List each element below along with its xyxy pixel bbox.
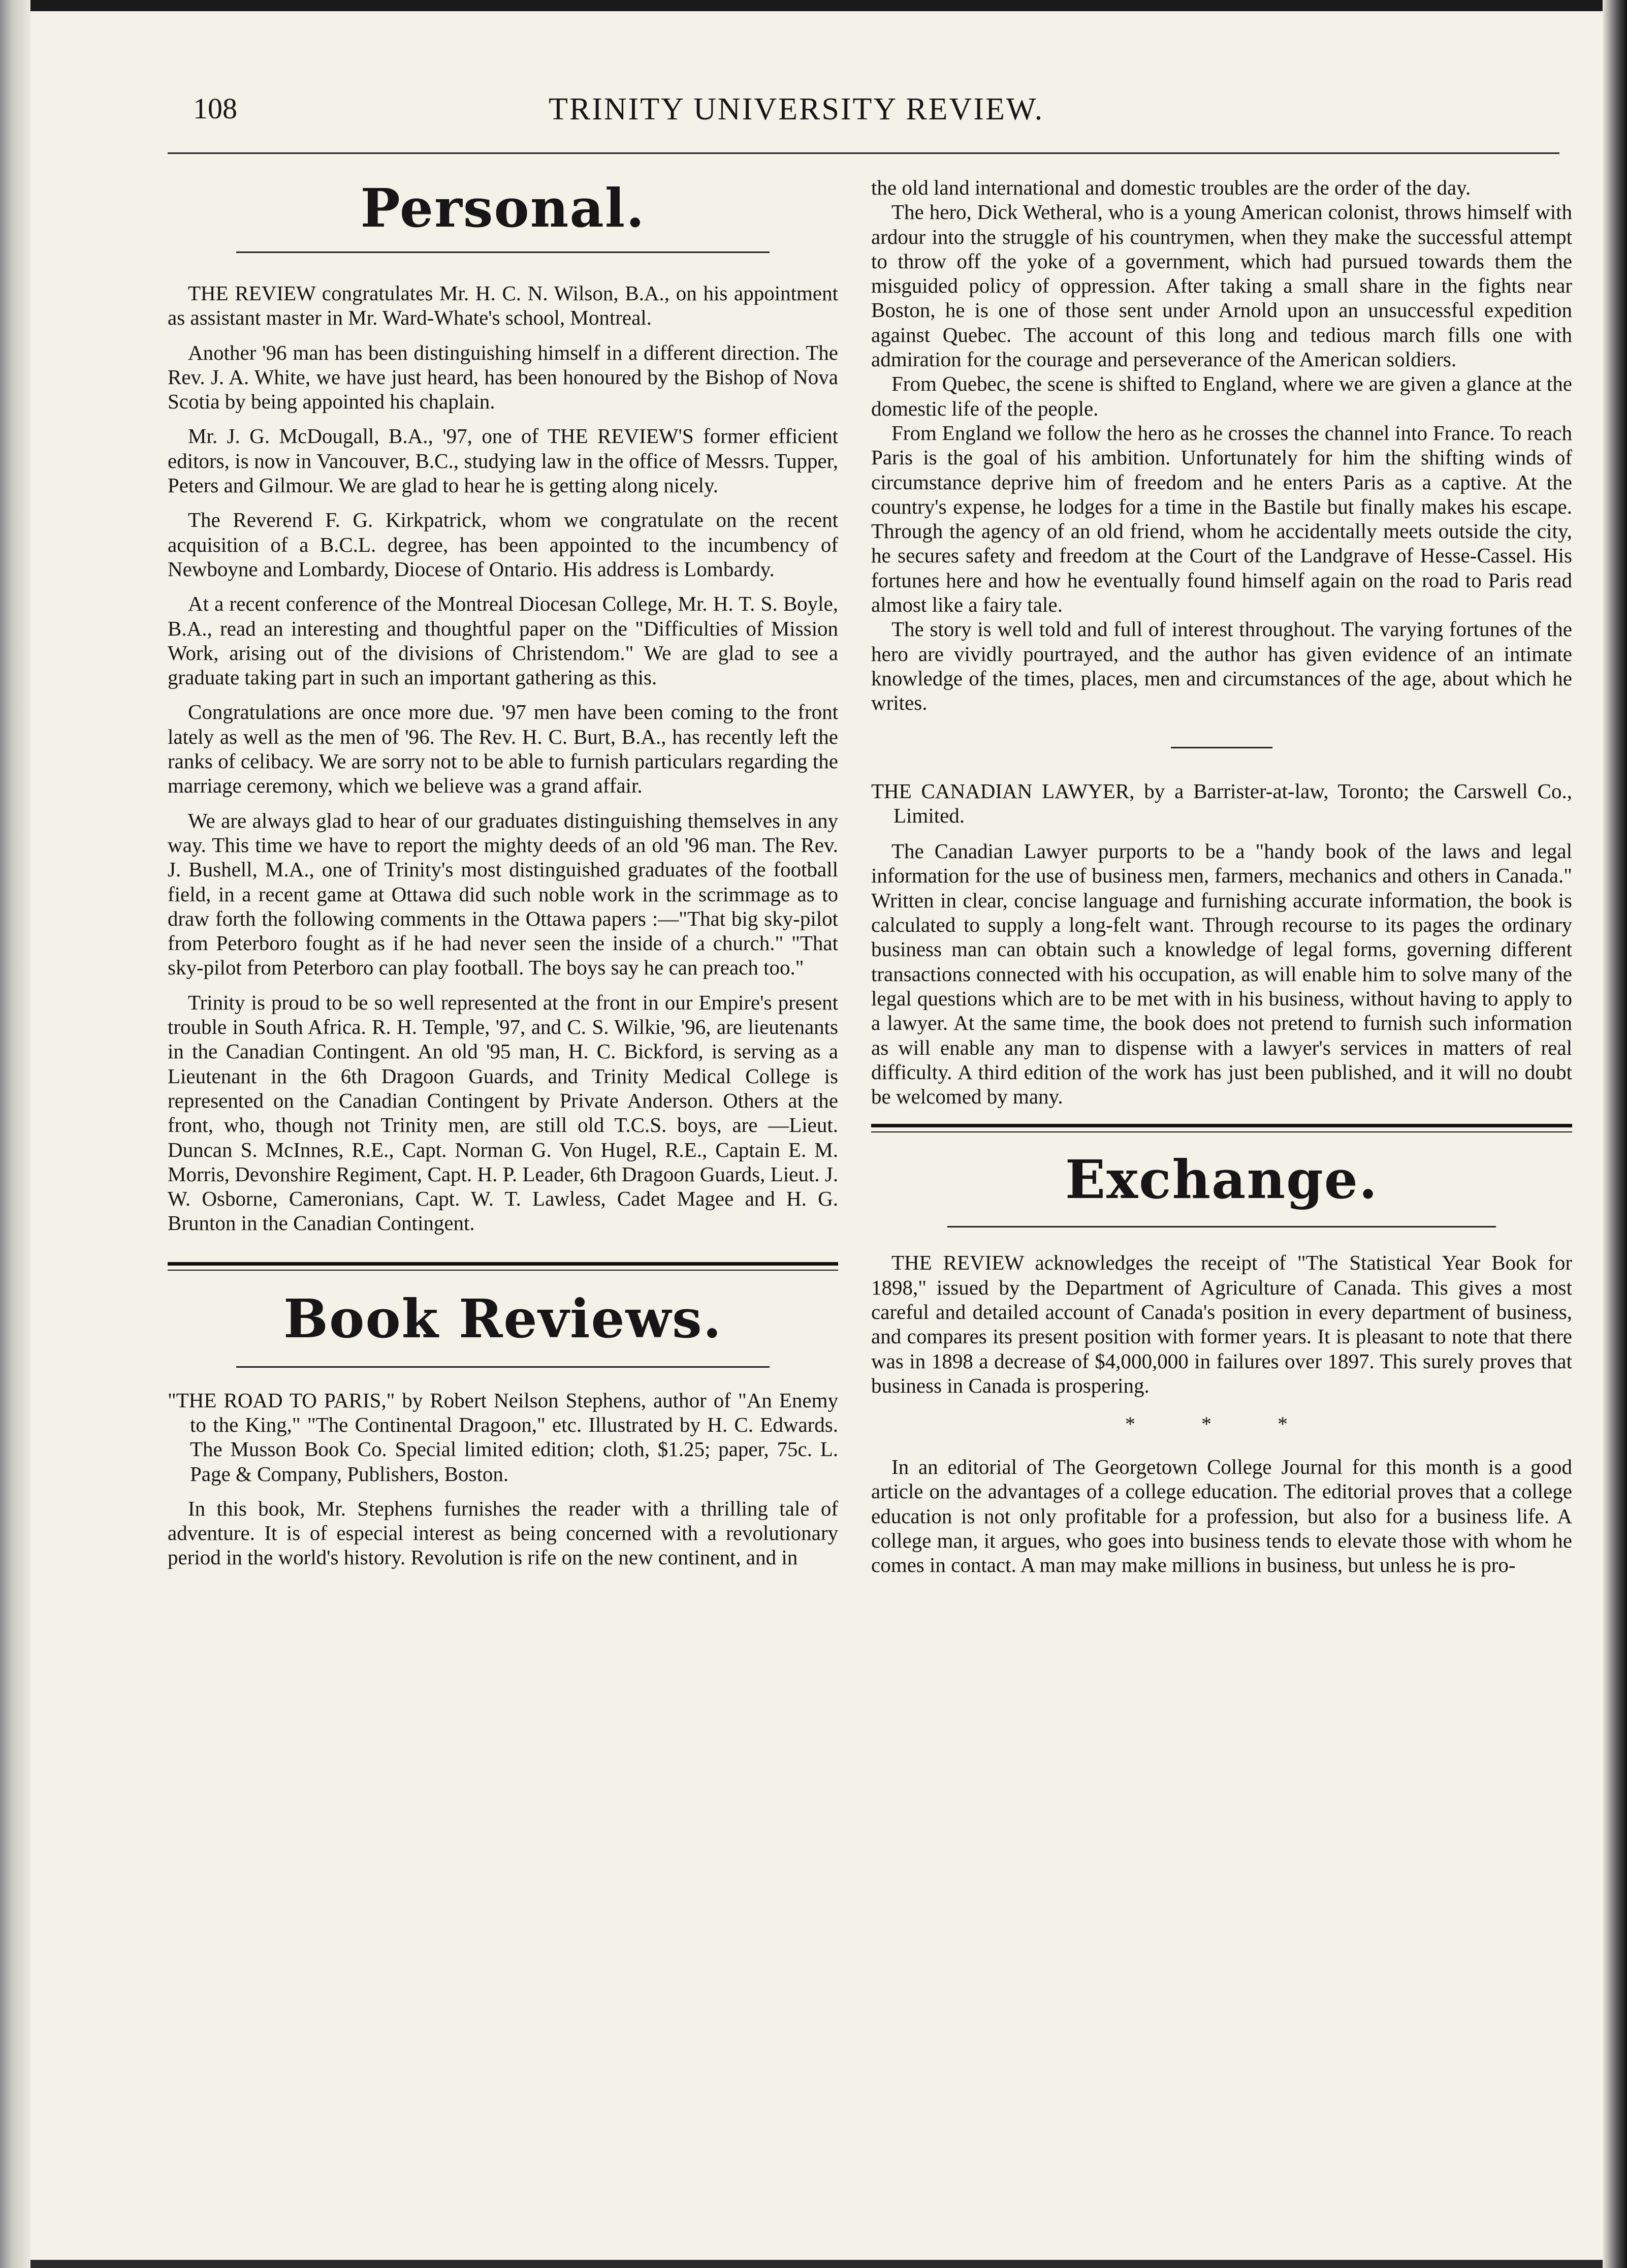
book-review-continuation: the old land international and domestic troubles are the order of the day. — [871, 176, 1471, 199]
lawyer-review: The Canadian Lawyer purports to be a "handy book of the laws and legal information for the use of business men, farmers, mechanics and others in Canada." Written in clear, concise language and furnishing accurate information, the book is calculated to supply a long-felt want. Through recourse to its pages the ordinary business man can obtain such a knowledge of legal forms, governing different transactions connected with his occupation, as will enable him to solve many of the legal questions which are to be met with in his business, without having to apply to a lawyer. At the same time, the book does not pretend to furnish such information as will enable any man to dispense with a lawyer's services in matters of real difficulty. A third edition of the work has just been published, and it will no doubt be welcomed by many. — [871, 839, 1572, 1109]
exchange-paragraph: THE REVIEW acknowledges the receipt of "The Statistical Year Book for 1898," issued by the Department of Agriculture of Canada. This gives a most careful and detailed account of Canada's position in every department of business, and compares its present position with former years. It is pleasant to note that there was in 1898 a decrease of $4,000,000 in failures over 1897. This surely proves that business in Canada is prospering. — [871, 1251, 1572, 1397]
book-review-paragraph: From England we follow the hero as he crosses the channel into France. To reach Paris is the goal of his ambition. Unfortunately for him the shifting winds of circumstance deprive him of freedom and he enters Paris as a captive. At the country's expense, he lodges for a time in the Bastile but finally makes his escape. Through the agency of an old friend, whom he accidentally meets outside the city, he secures safety and freedom at the Court of the Landgrave of Hesse-Cassel. His fortunes here and how he eventually found himself again on the road to Paris read almost like a fairy tale. — [871, 421, 1572, 617]
book-review-paragraph: In this book, Mr. Stephens furnishes the reader with a thrilling tale of adventure. It is of especial interest as being concerned with a revolutionary period in the world's history. Revolution is rife on the new continent, and in — [168, 1496, 838, 1569]
book-review-paragraph: The story is well told and full of interest throughout. The varying fortunes of the hero are vividly pourtrayed, and the author has given evidence of an intimate knowledge of the times, places, men and circumstances of the age, about which he writes. — [871, 617, 1572, 715]
page-number: 108 — [193, 92, 237, 125]
section-divider — [871, 1124, 1572, 1132]
personal-paragraph: The Reverend F. G. Kirkpatrick, whom we congratulate on the recent acquisition of a B.C.L. degree, has been appointed to the incumbency of Newboyne and Lombardy, Diocese of Ontario. His address is Lombardy. — [168, 508, 838, 581]
book-review-paragraph: From Quebec, the scene is shifted to England, where we are given a glance at the domestic life of the people. — [871, 372, 1572, 420]
review-separator — [1171, 747, 1272, 748]
book-review-paragraph: The hero, Dick Wetheral, who is a young American colonist, throws himself with ardour into the struggle of his countrymen, when they make the successful attempt to throw off the yoke of a government, which had pursued towards them the misguided policy of oppression. After taking a small share in the fights near Boston, he is one of those sent under Arnold upon an unsuccessful expedition against Quebec. The account of this long and tedious march fills one with admiration for the courage and perseverance of the American soldiers. — [871, 200, 1572, 371]
page-edge-right — [1603, 0, 1627, 2268]
right-column — [871, 175, 1572, 1578]
page-edge-top — [0, 0, 1627, 11]
section-stars: * * * — [1125, 1412, 1318, 1436]
personal-paragraph: Mr. J. G. McDougall, B.A., '97, one of THE REVIEW'S former efficient editors, is now in Vancouver, B.C., studying law in the office of Messrs. Tupper, Peters and Gilmour. We are glad to hear he is getting along nicely. — [168, 424, 838, 497]
section-heading-book-reviews: Book Reviews. — [283, 1287, 722, 1350]
book-citation: "THE ROAD TO PARIS," by Robert Neilson Stephens, author of "An Enemy to the King," "The Continental Dragoon," etc. Illustrated by H. C. Edwards. The Musson Book Co. Special limited edition; cloth, $1.25; paper, 75c. L. Page & Company, Publishers, Boston. — [168, 1388, 838, 1486]
section-rule — [236, 1366, 770, 1368]
section-divider — [168, 1262, 838, 1271]
page-edge-bottom — [30, 2260, 1603, 2268]
personal-paragraph: At a recent conference of the Montreal Diocesan College, Mr. H. T. S. Boyle, B.A., read an interesting and thoughtful paper on the "Difficulties of Mission Work, arising out of the divisions of Christendom." We are glad to see a graduate taking part in such an important gathering as this. — [168, 592, 838, 689]
personal-paragraph: THE REVIEW congratulates Mr. H. C. N. Wilson, B.A., on his appointment as assistant master in Mr. Ward-Whate's school, Montreal. — [168, 281, 838, 330]
section-rule — [947, 1226, 1496, 1227]
section-rule — [236, 251, 770, 253]
left-column — [168, 175, 838, 1570]
page-binding-edge — [0, 0, 30, 2268]
section-heading-exchange: Exchange. — [1065, 1148, 1379, 1211]
lawyer-citation: THE CANADIAN LAWYER, by a Barrister-at-law, Toronto; the Carswell Co., Limited. — [871, 779, 1572, 827]
personal-paragraph: Another '96 man has been distinguishing himself in a different direction. The Rev. J. A. White, we have just heard, has been honoured by the Bishop of Nova Scotia by being appointed his chaplain. — [168, 340, 838, 414]
personal-paragraph: Congratulations are once more due. '97 men have been coming to the front lately as well as the men of '96. The Rev. H. C. Burt, B.A., has recently left the ranks of celibacy. We are sorry not to be able to furnish particulars regarding the marriage ceremony, which we believe was a grand affair. — [168, 700, 838, 798]
personal-paragraph: We are always glad to hear of our graduates distinguishing themselves in any way. This time we have to report the mighty deeds of an old '96 man. The Rev. J. Bushell, M.A., one of Trinity's most distinguished graduates of the football field, in a recent game at Ottawa did such noble work in the scrimmage as to draw forth the following comments in the Ottawa papers :—"That big sky-pilot from Peterboro fought as if he had never seen the inside of a church." "That sky-pilot from Peterboro can play football. The boys say he can preach too." — [168, 808, 838, 980]
section-heading-personal: Personal. — [360, 177, 646, 239]
running-head — [193, 91, 1565, 147]
personal-paragraph: Trinity is proud to be so well represented at the front in our Empire's present trouble in South Africa. R. H. Temple, '97, and C. S. Wilkie, '96, are lieutenants in the Canadian Contingent. An old '95 man, H. C. Bickford, is serving as a Lieutenant in the 6th Dragoon Guards, and Trinity Medical College is represented on the Canadian Contingent by Private Anderson. Others at the front, who, though not Trinity men, are still old T.C.S. boys, are —Lieut. Duncan S. McInnes, R.E., Capt. Norman G. Von Hugel, R.E., Captain E. M. Morris, Devonshire Regiment, Capt. H. P. Leader, 6th Dragoon Guards, Lieut. J. W. Osborne, Cameronians, Capt. W. T. Lawless, Cadet Magee and H. G. Brunton in the Canadian Contingent. — [168, 990, 838, 1235]
journal-title: TRINITY UNIVERSITY REVIEW. — [549, 92, 1044, 127]
exchange-paragraph: In an editorial of The Georgetown College Journal for this month is a good article on the advantages of a college education. The editorial proves that a college education is not only profitable for a profession, but also for a business life. A college man, it argues, who goes into business tends to elevate those with whom he comes in contact. A man may make millions in business, but unless he is pro- — [871, 1455, 1572, 1577]
header-rule — [168, 152, 1559, 154]
